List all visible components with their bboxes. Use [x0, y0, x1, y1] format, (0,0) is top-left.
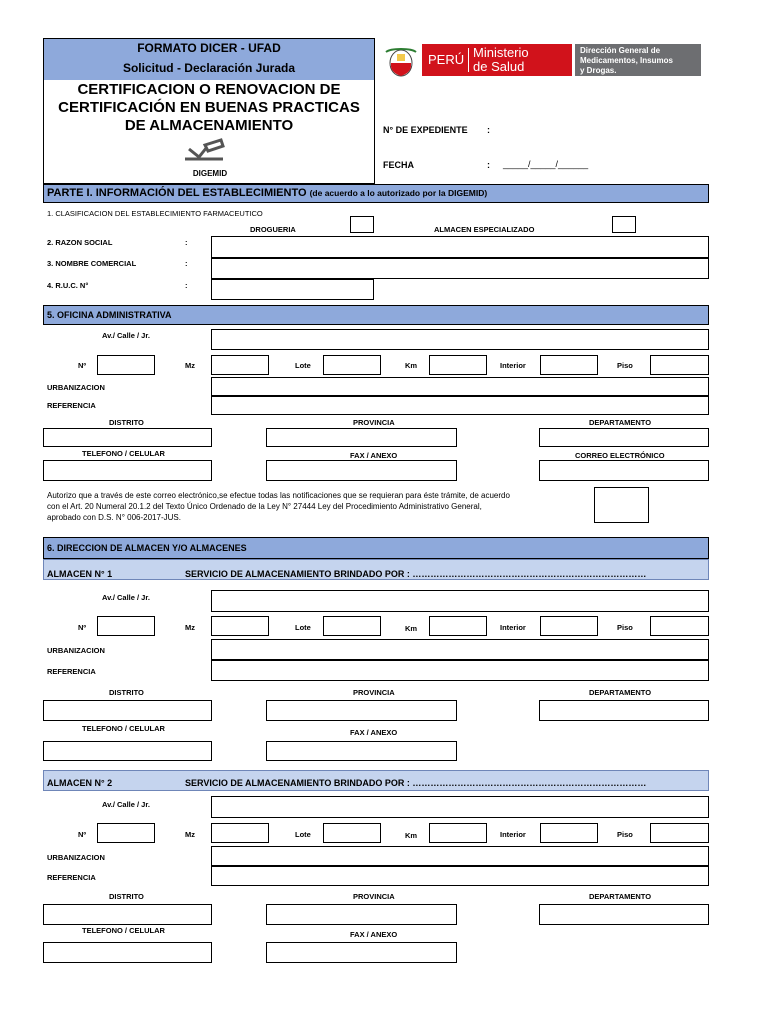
- a1-n-label: Nº: [78, 623, 87, 632]
- almacen2-servicio: [185, 778, 646, 788]
- a1-fax-label: FAX / ANEXO: [350, 728, 398, 737]
- of-departamento-input[interactable]: [539, 428, 709, 447]
- of-departamento-label: DEPARTAMENTO: [589, 418, 652, 427]
- ruc-input[interactable]: [211, 279, 374, 300]
- a2-telefono-input[interactable]: [43, 942, 212, 963]
- almacen1-servicio-label: SERVICIO DE ALMACENAMIENTO BRINDADO POR :: [185, 569, 410, 579]
- stamp-icon: [183, 137, 229, 165]
- a2-urbanizacion-label: URBANIZACION: [47, 853, 105, 862]
- a2-av-input[interactable]: [211, 796, 709, 818]
- a2-interior-input[interactable]: [540, 823, 598, 843]
- drogueria-checkbox[interactable]: [350, 216, 374, 233]
- of-provincia-label: PROVINCIA: [353, 418, 395, 427]
- digemid-label: DIGEMID: [192, 169, 228, 178]
- form-code: FORMATO DICER - UFAD: [137, 41, 281, 55]
- a1-interior-label: Interior: [500, 623, 526, 632]
- a1-distrito-label: DISTRITO: [109, 688, 144, 697]
- expediente-colon: :: [487, 125, 490, 135]
- a2-fax-label: FAX / ANEXO: [350, 930, 398, 939]
- expediente-label: N° DE EXPEDIENTE: [383, 125, 468, 135]
- ministerio-text-2: de Salud: [473, 59, 525, 74]
- of-distrito-input[interactable]: [43, 428, 212, 447]
- a1-distrito-input[interactable]: [43, 700, 212, 721]
- almacen2-title: ALMACEN N° 2: [47, 778, 113, 788]
- almacen1-servicio: [185, 569, 646, 579]
- of-n-label: Nº: [78, 361, 87, 370]
- almacenes-title: 6. DIRECCION DE ALMACEN Y/O ALMACENES: [47, 543, 247, 553]
- of-piso-input[interactable]: [650, 355, 709, 375]
- almacen1-title: ALMACEN N° 1: [47, 569, 113, 579]
- a1-departamento-label: DEPARTAMENTO: [589, 688, 652, 697]
- a1-urbanizacion-label: URBANIZACION: [47, 646, 105, 655]
- ministerio-text-1: Ministerio: [473, 45, 529, 60]
- a1-km-input[interactable]: [429, 616, 487, 636]
- a2-urbanizacion-input[interactable]: [211, 846, 709, 866]
- part1-note: (de acuerdo a lo autorizado por la DIGEMID): [309, 188, 488, 198]
- of-km-input[interactable]: [429, 355, 487, 375]
- a1-mz-label: Mz: [185, 623, 195, 632]
- of-interior-label: Interior: [500, 361, 526, 370]
- a1-piso-label: Piso: [617, 623, 633, 632]
- of-urbanizacion-label: URBANIZACION: [47, 383, 105, 392]
- part1-title: [47, 187, 487, 199]
- a2-provincia-label: PROVINCIA: [353, 892, 395, 901]
- of-interior-input[interactable]: [540, 355, 598, 375]
- part1-title-text: PARTE I. INFORMACIÓN DEL ESTABLECIMIENTO: [47, 187, 307, 199]
- razon-social-label: 2. RAZON SOCIAL: [47, 238, 113, 247]
- peru-logo-text: PERÚ: [428, 52, 465, 67]
- form-title-line-3: DE ALMACENAMIENTO: [124, 117, 294, 134]
- a1-lote-label: Lote: [295, 623, 311, 632]
- of-correo-label: CORREO ELECTRÓNICO: [575, 451, 665, 460]
- a2-km-label: Km: [405, 831, 418, 840]
- almacen1-servicio-dots[interactable]: ……………………………………………………………………: [412, 569, 647, 579]
- a1-referencia-label: REFERENCIA: [47, 667, 96, 676]
- of-fax-input[interactable]: [266, 460, 457, 481]
- a1-urbanizacion-input[interactable]: [211, 639, 709, 660]
- consent-checkbox[interactable]: [594, 487, 649, 523]
- a1-av-label: Av./ Calle / Jr.: [102, 593, 150, 602]
- of-urbanizacion-input[interactable]: [211, 377, 709, 396]
- razon-social-input[interactable]: [211, 236, 709, 258]
- of-mz-input[interactable]: [211, 355, 269, 375]
- of-referencia-label: REFERENCIA: [47, 401, 96, 410]
- of-piso-label: Piso: [617, 361, 633, 370]
- fecha-label: FECHA: [383, 160, 414, 170]
- of-correo-input[interactable]: [539, 460, 709, 481]
- of-lote-label: Lote: [295, 361, 311, 370]
- dg-text-2: Medicamentos, Insumos: [580, 56, 673, 65]
- of-av-label: Av./ Calle / Jr.: [102, 331, 150, 340]
- a1-lote-input[interactable]: [323, 616, 381, 636]
- a2-n-input[interactable]: [97, 823, 155, 843]
- a1-km-label: Km: [405, 624, 418, 633]
- a1-provincia-input[interactable]: [266, 700, 457, 721]
- a2-departamento-label: DEPARTAMENTO: [589, 892, 652, 901]
- nombre-comercial-input[interactable]: [211, 258, 709, 279]
- a1-telefono-input[interactable]: [43, 741, 212, 761]
- a1-departamento-input[interactable]: [539, 700, 709, 721]
- a1-piso-input[interactable]: [650, 616, 709, 636]
- peru-coat-of-arms-icon: [383, 44, 419, 80]
- of-km-label: Km: [405, 361, 418, 370]
- a2-mz-input[interactable]: [211, 823, 269, 843]
- a2-km-input[interactable]: [429, 823, 487, 843]
- form-title-line-1: CERTIFICACION O RENOVACION DE: [77, 81, 341, 98]
- of-provincia-input[interactable]: [266, 428, 457, 447]
- form-title-line-2: CERTIFICACIÓN EN BUENAS PRACTICAS: [58, 99, 360, 116]
- ruc-label: 4. R.U.C. N°: [47, 281, 89, 290]
- of-telefono-input[interactable]: [43, 460, 212, 481]
- a2-fax-input[interactable]: [266, 942, 457, 963]
- dg-text-3: y Drogas.: [580, 66, 617, 75]
- a2-interior-label: Interior: [500, 830, 526, 839]
- nombre-comercial-colon: :: [185, 259, 188, 268]
- a2-distrito-input[interactable]: [43, 904, 212, 925]
- of-av-input[interactable]: [211, 329, 709, 350]
- of-telefono-label: TELEFONO / CELULAR: [82, 449, 165, 458]
- of-fax-label: FAX / ANEXO: [350, 451, 398, 460]
- a2-telefono-label: TELEFONO / CELULAR: [82, 926, 165, 935]
- a2-referencia-label: REFERENCIA: [47, 873, 96, 882]
- a2-lote-input[interactable]: [323, 823, 381, 843]
- oficina-title: 5. OFICINA ADMINISTRATIVA: [47, 310, 172, 320]
- a2-n-label: Nº: [78, 830, 87, 839]
- a1-telefono-label: TELEFONO / CELULAR: [82, 724, 165, 733]
- a2-provincia-input[interactable]: [266, 904, 457, 925]
- a2-lote-label: Lote: [295, 830, 311, 839]
- consent-line-1: Autorizo que a través de este correo electrónico,se efectue todas las notificaciones que se requieran para éste trámite, de acuerdo: [47, 491, 510, 500]
- a1-n-input[interactable]: [97, 616, 155, 636]
- almacen2-servicio-dots[interactable]: ……………………………………………………………………: [412, 778, 647, 788]
- dg-text-1: Dirección General de: [580, 46, 661, 55]
- clasificacion-label: 1. CLASIFICACION DEL ESTABLECIMIENTO FARMACEUTICO: [47, 209, 263, 218]
- logo-divider: [468, 48, 469, 72]
- a1-mz-input[interactable]: [211, 616, 269, 636]
- nombre-comercial-label: 3. NOMBRE COMERCIAL: [47, 259, 137, 268]
- consent-line-3: aprobado con D.S. N° 006-2017-JUS.: [47, 513, 181, 522]
- a2-piso-label: Piso: [617, 830, 633, 839]
- a1-provincia-label: PROVINCIA: [353, 688, 395, 697]
- of-n-input[interactable]: [97, 355, 155, 375]
- almacen-especializado-label: ALMACEN ESPECIALIZADO: [434, 225, 535, 234]
- a2-mz-label: Mz: [185, 830, 195, 839]
- a1-referencia-input[interactable]: [211, 660, 709, 681]
- consent-line-2: con el Art. 20 Numeral 20.1.2 del Texto Único Ordenado de la Ley N° 27444 Ley del Procedimiento Administrativo General,: [47, 502, 482, 511]
- of-distrito-label: DISTRITO: [109, 418, 144, 427]
- a2-distrito-label: DISTRITO: [109, 892, 144, 901]
- a2-piso-input[interactable]: [650, 823, 709, 843]
- of-mz-label: Mz: [185, 361, 195, 370]
- almacen-especializado-checkbox[interactable]: [612, 216, 636, 233]
- almacen2-servicio-label: SERVICIO DE ALMACENAMIENTO BRINDADO POR :: [185, 778, 410, 788]
- drogueria-label: DROGUERIA: [250, 225, 296, 234]
- a2-referencia-input[interactable]: [211, 866, 709, 886]
- form-subtitle: Solicitud - Declaración Jurada: [122, 61, 296, 75]
- fecha-value[interactable]: _____/_____/______: [503, 159, 589, 169]
- of-lote-input[interactable]: [323, 355, 381, 375]
- fecha-colon: :: [487, 160, 490, 170]
- of-referencia-input[interactable]: [211, 396, 709, 415]
- consent-text: [47, 490, 510, 523]
- ruc-colon: :: [185, 281, 188, 290]
- razon-social-colon: :: [185, 238, 188, 247]
- a2-departamento-input[interactable]: [539, 904, 709, 925]
- a1-fax-input[interactable]: [266, 741, 457, 761]
- a2-av-label: Av./ Calle / Jr.: [102, 800, 150, 809]
- a1-interior-input[interactable]: [540, 616, 598, 636]
- a1-av-input[interactable]: [211, 590, 709, 612]
